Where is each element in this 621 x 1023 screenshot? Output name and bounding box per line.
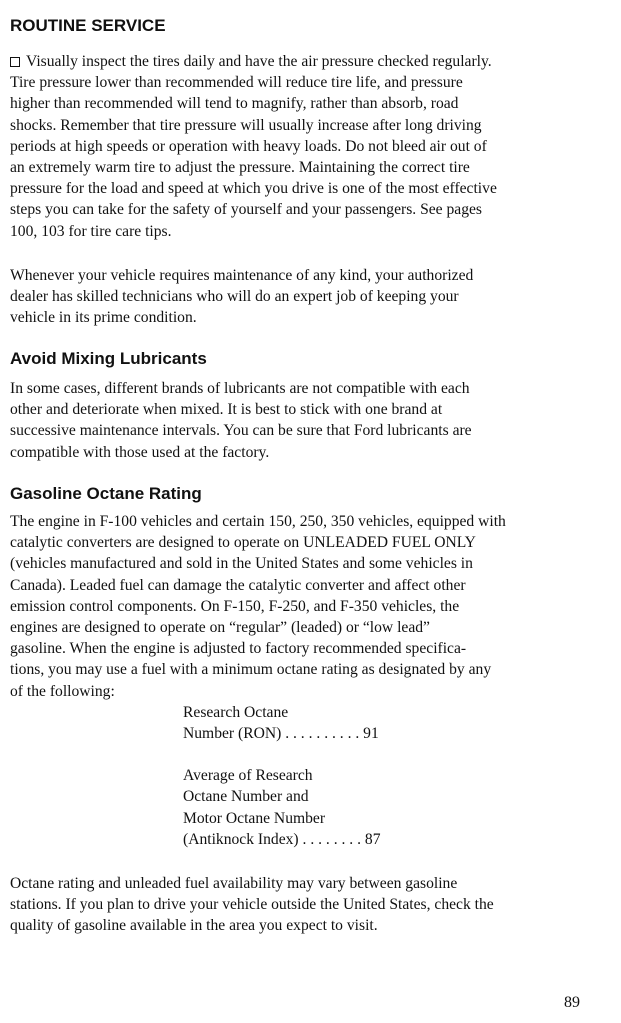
routine-service-heading: ROUTINE SERVICE: [10, 16, 166, 35]
text-line: 100, 103 for tire care tips.: [10, 222, 172, 240]
lubricants-paragraph: [10, 378, 614, 463]
text-line: successive maintenance intervals. You can be sure that Ford lubricants are: [10, 422, 472, 440]
text-line: Octane rating and unleaded fuel availability may vary between gasoline: [10, 875, 458, 892]
text-line: catalytic converters are designed to operate on UNLEADED FUEL ONLY: [10, 534, 476, 552]
octane-paragraph: [10, 511, 614, 702]
checkbox-square-icon: [10, 57, 20, 67]
text-line: dealer has skilled technicians who will do an expert job of keeping your: [10, 288, 459, 306]
text-line: Whenever your vehicle requires maintenance of any kind, your authorized: [10, 267, 474, 284]
text-line: Average of Research: [183, 767, 313, 784]
fuel-availability-paragraph: [10, 873, 614, 937]
text-line: periods at high speeds or operation with heavy loads. Do not bleed air out of: [10, 137, 487, 155]
text-line: tions, you may use a fuel with a minimum octane rating as designated by any: [10, 661, 492, 679]
text-line: gasoline. When the engine is adjusted to factory recommended specifica-: [10, 640, 467, 658]
text-line: compatible with those used at the factory.: [10, 443, 270, 461]
page-number: 89: [564, 994, 580, 1011]
antiknock-index-block: [183, 765, 381, 850]
ron-rating-block: [183, 702, 379, 745]
text-line: emission control components. On F-150, F-250, and F-350 vehicles, the: [10, 597, 460, 615]
gasoline-octane-heading: Gasoline Octane Rating: [10, 484, 202, 503]
text-line: shocks. Remember that tire pressure will usually increase after long driving: [10, 116, 482, 134]
text-line: steps you can take for the safety of yourself and your passengers. See pages: [10, 201, 482, 219]
text-line: Tire pressure lower than recommended will reduce tire life, and pressure: [10, 74, 463, 92]
text-line: vehicle in its prime condition.: [10, 309, 197, 327]
text-line: higher than recommended will tend to magnify, rather than absorb, road: [10, 95, 459, 113]
text-line: of the following:: [10, 682, 115, 700]
text-line: pressure for the load and speed at which you drive is one of the most effective: [10, 180, 497, 198]
text-line: Visually inspect the tires daily and have the air pressure checked regularly.: [10, 51, 614, 72]
text-line: Motor Octane Number: [183, 809, 326, 827]
text-line: Number (RON) . . . . . . . . . . 91: [183, 725, 379, 743]
text-line: quality of gasoline available in the area you expect to visit.: [10, 917, 378, 935]
text-line: an extremely warm tire to adjust the pressure. Maintaining the correct tire: [10, 159, 470, 177]
dealer-maintenance-paragraph: [10, 265, 614, 329]
text-line: (vehicles manufactured and sold in the United States and some vehicles in: [10, 555, 473, 573]
text-line: Research Octane: [183, 704, 289, 721]
avoid-mixing-heading: Avoid Mixing Lubricants: [10, 349, 207, 368]
text-line: In some cases, different brands of lubricants are not compatible with each: [10, 380, 470, 397]
text-line: Octane Number and: [183, 788, 309, 806]
tire-inspection-paragraph: [10, 51, 614, 242]
text-line: The engine in F-100 vehicles and certain 150, 250, 350 vehicles, equipped with: [10, 513, 506, 530]
text-line: engines are designed to operate on “regular” (leaded) or “low lead”: [10, 619, 430, 637]
text-line: (Antiknock Index) . . . . . . . . 87: [183, 830, 381, 848]
text-line: Canada). Leaded fuel can damage the catalytic converter and affect other: [10, 576, 466, 594]
text-line: other and deteriorate when mixed. It is best to stick with one brand at: [10, 401, 443, 419]
text-line: stations. If you plan to drive your vehicle outside the United States, check the: [10, 896, 494, 914]
